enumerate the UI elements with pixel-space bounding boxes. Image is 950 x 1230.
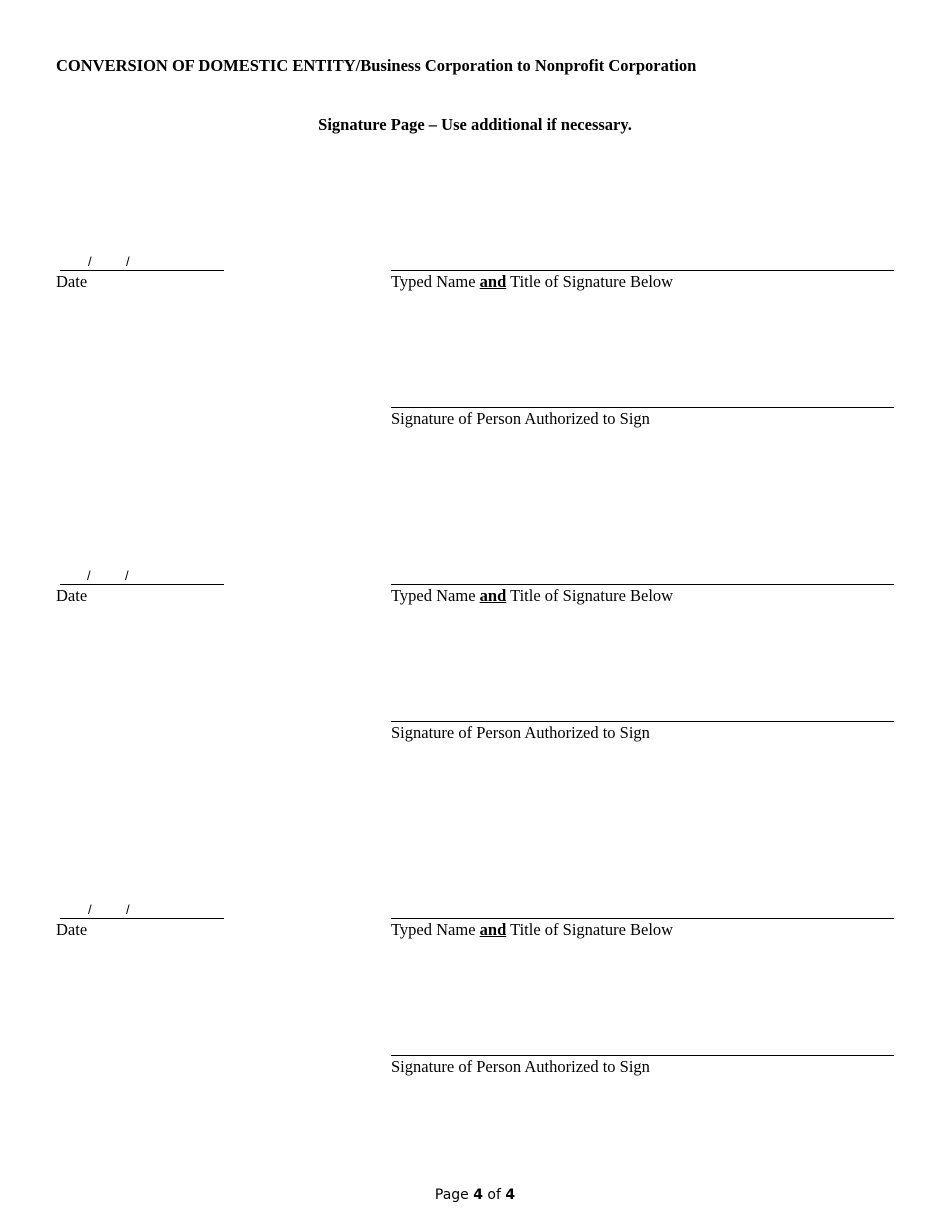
signature-field-line[interactable] (391, 407, 894, 408)
signature-block-3 (0, 902, 950, 1102)
signature-page-subtitle: Signature Page – Use additional if necessary. (318, 115, 632, 134)
typed-name-label: Typed Name and Title of Signature Below (391, 920, 674, 939)
page-number: Page 4 of 4 (434, 1187, 516, 1203)
signature-label: Signature of Person Authorized to Sign (391, 409, 650, 428)
date-label: Date (56, 272, 88, 291)
date-separator: / (88, 254, 92, 269)
document-title: CONVERSION OF DOMESTIC ENTITY/Business Corporation to Nonprofit Corporation (56, 56, 697, 75)
typed-name-label: Typed Name and Title of Signature Below (391, 272, 674, 291)
date-label: Date (56, 586, 88, 605)
typed-name-label: Typed Name and Title of Signature Below (391, 586, 674, 605)
date-separator: / (87, 568, 91, 583)
date-separator: / (126, 254, 130, 269)
typed-name-field-line[interactable] (391, 584, 894, 585)
date-label: Date (56, 920, 88, 939)
date-field-line[interactable] (60, 270, 224, 271)
date-separator: / (125, 568, 129, 583)
date-separator: / (88, 902, 92, 917)
signature-field-line[interactable] (391, 721, 894, 722)
signature-block-2 (0, 568, 950, 768)
signature-label: Signature of Person Authorized to Sign (391, 1057, 650, 1076)
date-field-line[interactable] (60, 918, 224, 919)
date-field-line[interactable] (60, 584, 224, 585)
typed-name-field-line[interactable] (391, 918, 894, 919)
date-separator: / (126, 902, 130, 917)
typed-name-field-line[interactable] (391, 270, 894, 271)
signature-label: Signature of Person Authorized to Sign (391, 723, 650, 742)
signature-field-line[interactable] (391, 1055, 894, 1056)
signature-block-1 (0, 254, 950, 454)
